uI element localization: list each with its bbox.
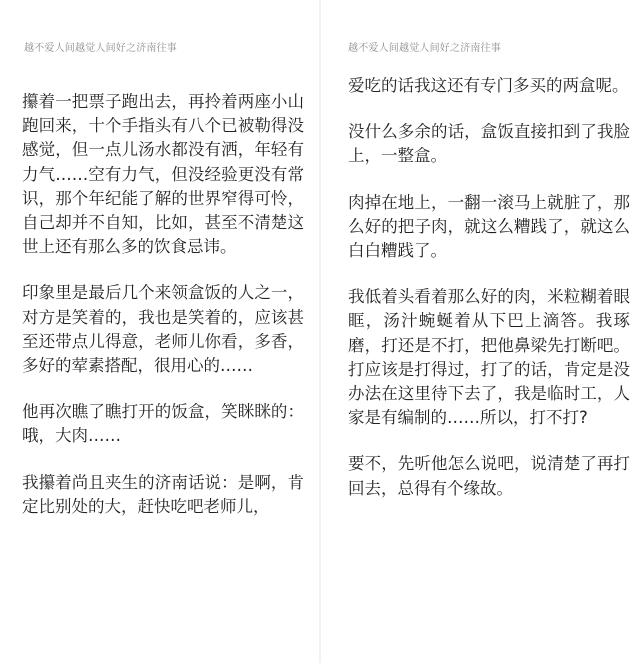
paragraph: 肉掉在地上，一翻一滚马上就脏了，那么好的把子肉，就这么糟践了，就这么白白糟践了。 <box>348 192 630 261</box>
left-page-header: 越不爱人间越觉人间好之济南往事 <box>24 43 177 54</box>
right-page <box>326 0 640 663</box>
paragraph: 爱吃的话我这还有专门多买的两盒呢。 <box>348 76 629 95</box>
paragraph: 我低着头看着那么好的肉，米粒糊着眼眶，汤汁蜿蜒着从下巴上滴答。我琢磨，打还是不打，把他鼻梁先打断吧。打应该是打得过，打了的话，肯定是没办法在这里待下去了，我是临时工，人家是有编制的……所以，打不打? <box>348 287 630 428</box>
left-page-body <box>22 90 304 519</box>
paragraph: 我攥着尚且夹生的济南话说：是啊，肯定比别处的大，赶快吃吧老师儿， <box>22 472 304 516</box>
page-divider <box>319 0 321 663</box>
paragraph: 印象里是最后几个来领盒饭的人之一，对方是笑着的，我也是笑着的，应该甚至还带点儿得意，老师儿你看，多香，多好的荤素搭配，很用心的…… <box>22 283 304 376</box>
paragraph: 攥着一把票子跑出去，再拎着两座小山跑回来，十个手指头有八个已被勒得没感觉，但一点儿汤水都没有洒，年轻有力气……空有力气，但没经验更没有常识，那个年纪能了解的世界窄得可怜，自己却并不自知，比如，甚至不清楚这世上还有那么多的饮食忌讳。 <box>22 92 304 257</box>
right-page-header: 越不爱人间越觉人间好之济南往事 <box>348 43 501 54</box>
left-page <box>0 0 314 663</box>
paragraph: 没什么多余的话，盒饭直接扣到了我脸上，一整盒。 <box>348 122 630 166</box>
right-page-body <box>348 74 630 523</box>
paragraph: 要不，先听他怎么说吧，说清楚了再打回去，总得有个缘故。 <box>348 454 630 498</box>
paragraph: 他再次瞧了瞧打开的饭盒，笑眯眯的：哦，大肉…… <box>22 402 304 446</box>
